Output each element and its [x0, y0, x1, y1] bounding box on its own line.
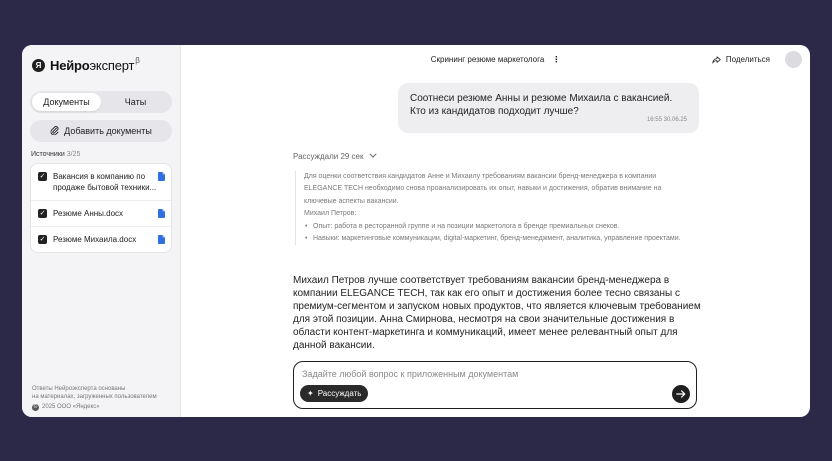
sources-list	[30, 163, 172, 253]
send-button[interactable]	[672, 385, 690, 403]
more-vertical-icon[interactable]: ⋮	[552, 55, 561, 64]
add-documents-label: Добавить документы	[64, 126, 152, 136]
reasoning-toggle[interactable]: Рассуждали 29 сек	[293, 152, 377, 161]
chat-title: Скрининг резюме маркетолога ⋮	[430, 55, 561, 64]
assistant-answer: Михаил Петров лучше соответствует требованиям вакансии бренд-менеджера в компании ELEGANCE TECH, так как его опыт и достижения более тесно связаны с премиум-сегментом и запуском новых продуктов, что является ключевым требованием для этой позиции. Анна Смирнова, несмотря на свои значительные достижения в области контент-маркетинга и коммуникаций, имеет менее релевантный опыт для данной вакансии.	[293, 275, 701, 351]
sidebar	[22, 45, 181, 417]
source-item[interactable]	[31, 201, 171, 227]
question-input[interactable]	[302, 369, 688, 379]
footer-note-line1: Ответы Нейроэксперта основаны	[32, 386, 126, 392]
reasoning-points	[304, 221, 695, 246]
source-name: Резюме Анны.docx	[53, 209, 124, 218]
sidebar-tabs	[30, 91, 172, 113]
reasoning-block	[295, 171, 695, 245]
share-icon	[712, 56, 721, 64]
source-name: Вакансия в компанию по продаже бытовой техники...	[53, 172, 157, 192]
reasoning-point: • Навыки: маркетинговые коммуникации, digital-маркетинг, бренд-менеджмент, аналитика, управление проектами.	[304, 233, 695, 245]
sparkle-icon: ✦	[307, 389, 314, 398]
message-timestamp: 16:55 30.06.25	[646, 117, 687, 123]
brand-beta: β	[135, 55, 140, 65]
yandex-logo-icon: Я	[32, 59, 45, 72]
reasoning-intro: Для оценки соответствия кандидатов Анне и Михаилу требованиям вакансии бренд-менеджера в компании ELEGANCE TECH необходимо снова проанализировать их опыт, навыки и достижения, обратив внимание на ключевые аспекты вакансии.	[304, 173, 662, 205]
document-icon	[158, 235, 165, 244]
chevron-down-icon	[369, 153, 377, 160]
sidebar-footer	[32, 385, 157, 411]
document-icon	[158, 172, 165, 181]
reasoning-candidate: Михаил Петров:	[304, 210, 357, 218]
source-item[interactable]	[31, 164, 171, 201]
sources-label: Источники 3/25	[31, 151, 81, 158]
share-label: Поделиться	[725, 55, 770, 64]
tab-documents[interactable]: Документы	[32, 93, 101, 111]
document-icon	[158, 209, 165, 218]
arrow-right-icon	[676, 390, 686, 398]
chat-panel	[181, 45, 810, 417]
avatar[interactable]	[785, 51, 802, 68]
reasoning-mode-button[interactable]	[300, 385, 368, 402]
reasoning-point: • Опыт: работа в ресторанной группе и на позиции маркетолога в бренде премиальных снеков.	[304, 221, 695, 233]
share-button[interactable]	[712, 55, 770, 64]
source-checkbox[interactable]: ✓	[39, 210, 46, 217]
copyright-icon: ©	[33, 404, 38, 410]
brand-logo[interactable]	[32, 53, 172, 77]
tab-chats[interactable]: Чаты	[124, 97, 147, 107]
user-message-bubble	[398, 83, 699, 133]
footer-note-line2: на материалах, загруженных пользователем	[32, 394, 157, 400]
sources-count: 3/25	[66, 151, 81, 158]
app-window	[22, 45, 810, 417]
composer	[293, 361, 697, 409]
footer-copyright: © 2025 ООО «Яндекс»	[33, 404, 100, 410]
user-message-text: Соотнеси резюме Анны и резюме Михаила с вакансией. Кто из кандидатов подходит лучше?	[410, 93, 673, 117]
add-documents-button[interactable]	[30, 120, 172, 142]
source-checkbox[interactable]: ✓	[39, 173, 46, 180]
reasoning-mode-label: Рассуждать	[317, 389, 362, 398]
source-checkbox[interactable]: ✓	[39, 236, 46, 243]
source-item[interactable]	[31, 227, 171, 252]
brand-name: Нейроэксперт	[50, 57, 135, 73]
source-name: Резюме Михаила.docx	[53, 235, 137, 244]
paperclip-icon	[50, 125, 59, 138]
